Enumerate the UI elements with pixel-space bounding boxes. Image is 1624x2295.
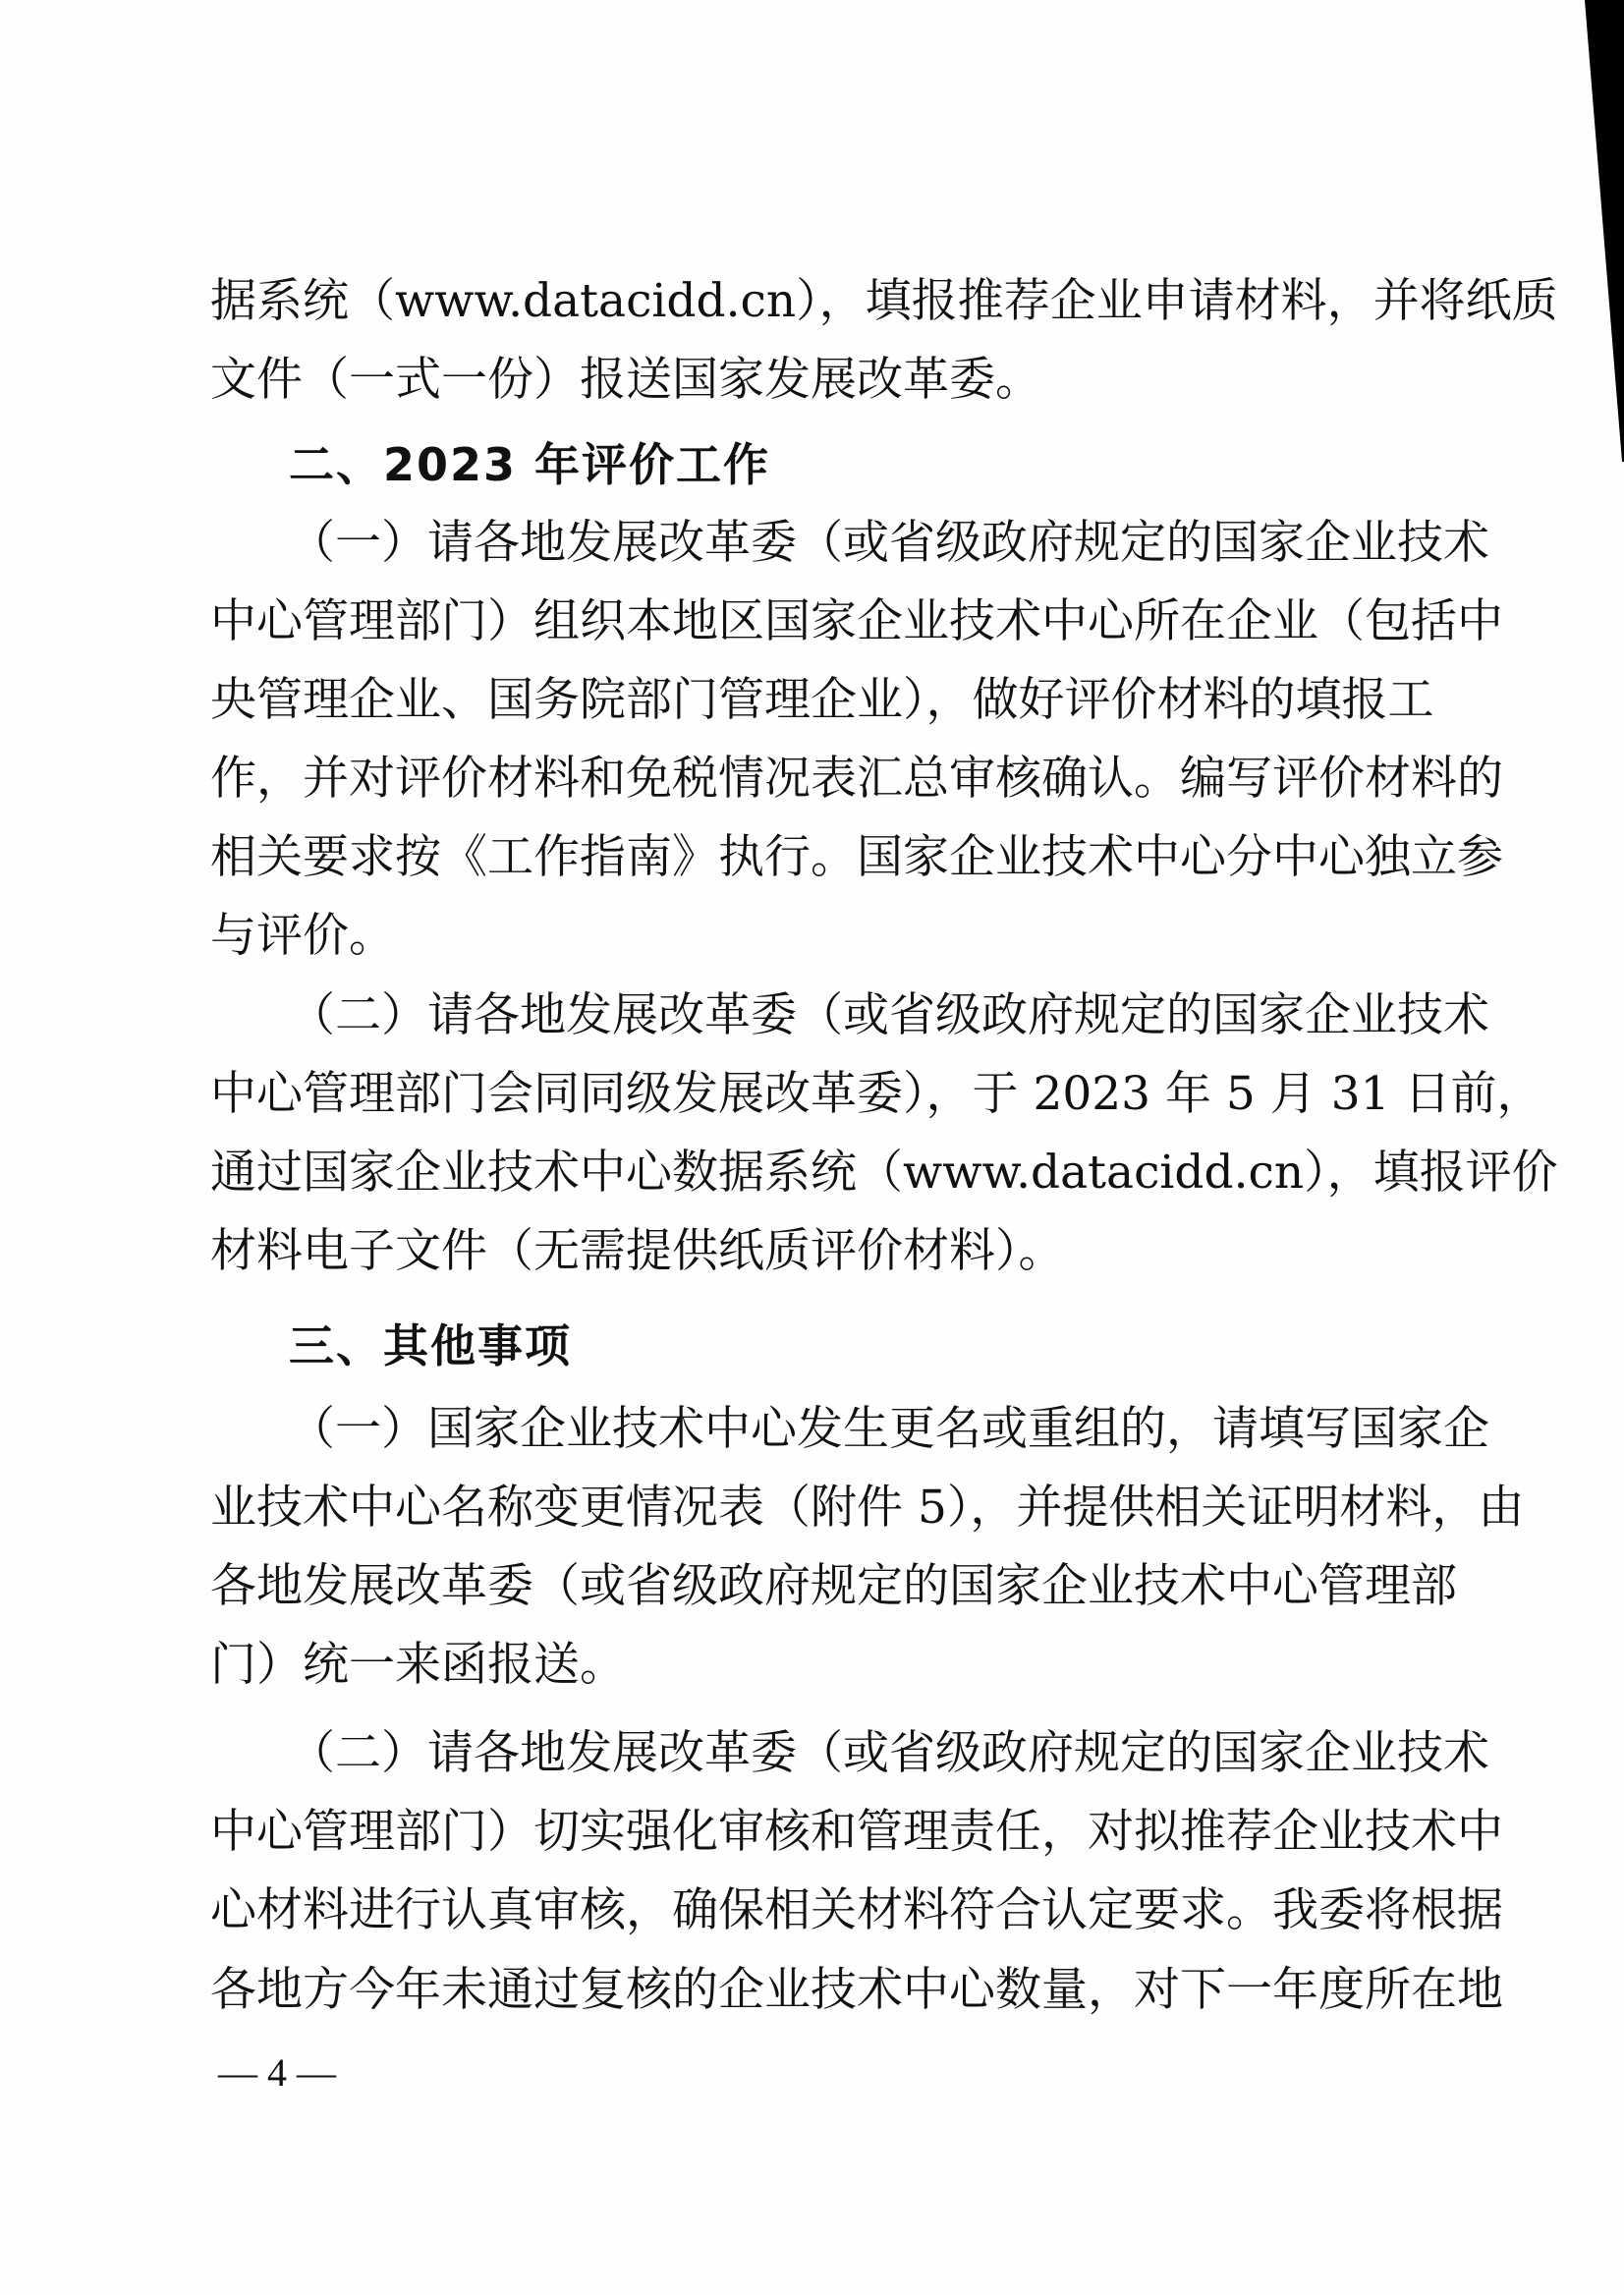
paragraph-3-2-line-1: （二）请各地发展改革委（或省级政府规定的国家企业技术 xyxy=(289,1726,1489,1780)
paragraph-3-2-line-4: 各地方今年未通过复核的企业技术中心数量，对下一年度所在地 xyxy=(210,1963,1503,2017)
paragraph-3-1-line-1: （一）国家企业技术中心发生更名或重组的，请填写国家企 xyxy=(289,1402,1489,1456)
continuation-line-2: 文件（一式一份）报送国家发展改革委。 xyxy=(210,353,1041,407)
paragraph-2-1-line-6: 与评价。 xyxy=(210,909,395,963)
paragraph-2-1-line-4: 作，并对评价材料和免税情况表汇总审核确认。编写评价材料的 xyxy=(210,752,1503,806)
paragraph-3-2-line-3: 心材料进行认真审核，确保相关材料符合认定要求。我委将根据 xyxy=(210,1883,1503,1937)
paragraph-2-1-line-1: （一）请各地发展改革委（或省级政府规定的国家企业技术 xyxy=(289,516,1489,570)
section-heading-2: 二、2023 年评价工作 xyxy=(289,438,771,491)
paragraph-2-2-line-3: 通过国家企业技术中心数据系统（www.datacidd.cn），填报评价 xyxy=(210,1146,1558,1200)
scan-shadow-edge xyxy=(1585,0,1624,462)
page-number: — 4 — xyxy=(218,2050,336,2095)
paragraph-2-1-line-5: 相关要求按《工作指南》执行。国家企业技术中心分中心独立参 xyxy=(210,830,1503,884)
paragraph-3-2-line-2: 中心管理部门）切实强化审核和管理责任，对拟推荐企业技术中 xyxy=(210,1805,1503,1859)
paragraph-2-2-line-4: 材料电子文件（无需提供纸质评价材料）。 xyxy=(210,1224,1065,1278)
paragraph-2-1-line-2: 中心管理部门）组织本地区国家企业技术中心所在企业（包括中 xyxy=(210,594,1503,648)
paragraph-3-1-line-4: 门）统一来函报送。 xyxy=(210,1638,626,1692)
paragraph-2-1-line-3: 央管理企业、国务院部门管理企业），做好评价材料的填报工 xyxy=(210,673,1434,727)
paragraph-2-2-line-2: 中心管理部门会同同级发展改革委），于 2023 年 5 月 31 日前， xyxy=(210,1067,1543,1121)
continuation-line-1: 据系统（www.datacidd.cn），填报推荐企业申请材料，并将纸质 xyxy=(210,274,1558,328)
paragraph-3-1-line-3: 各地发展改革委（或省级政府规定的国家企业技术中心管理部 xyxy=(210,1559,1457,1613)
paragraph-3-1-line-2: 业技术中心名称变更情况表（附件 5），并提供相关证明材料，由 xyxy=(210,1481,1525,1535)
section-heading-3: 三、其他事项 xyxy=(289,1319,572,1372)
paragraph-2-2-line-1: （二）请各地发展改革委（或省级政府规定的国家企业技术 xyxy=(289,988,1489,1042)
